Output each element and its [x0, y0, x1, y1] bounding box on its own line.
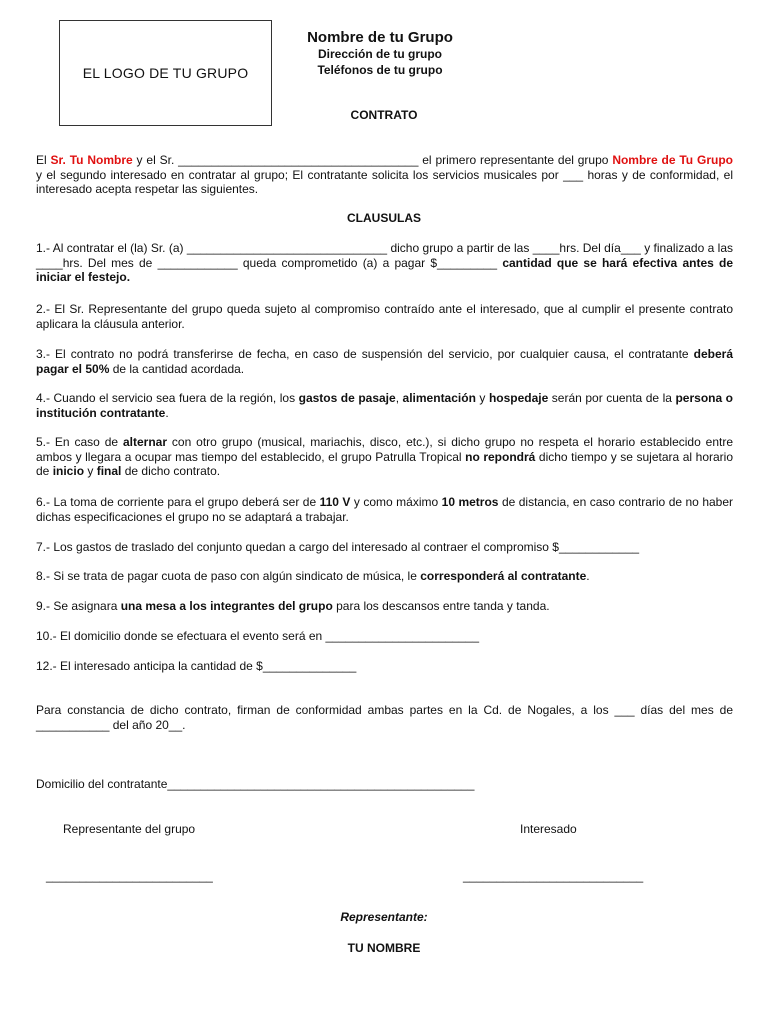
clause-6: 6.- La toma de corriente para el grupo deberá ser de 110 V y como máximo 10 metros de distancia, en caso contrario de no haber dichas especificaciones el grupo no se adaptará a trabajar.: [36, 495, 734, 524]
interested-signature-line: ___________________________: [463, 869, 644, 883]
clause-4: 4.- Cuando el servicio sea fuera de la región, los gastos de pasaje, alimentación y hospedaje serán por cuenta de la persona o institución contratante.: [36, 391, 733, 420]
domicile-line: Domicilio del contratante______________________________________________: [36, 777, 475, 791]
intro-paragraph: El Sr. Tu Nombre y el Sr. ____________________________________ el primero representante del grupo Nombre de Tu Grupo y el segundo interesado en contratar al grupo; El contratante solicita los servicios musicales por ___ horas y de conformidad, el interesado acepta respetar las siguientes.: [36, 153, 733, 196]
contract-title: CONTRATO: [350, 108, 418, 122]
interested-signature-label: Interesado: [520, 822, 577, 836]
clause-8: 8.- Si se trata de pagar cuota de paso con algún sindicato de música, le corresponderá al contratante.: [36, 569, 590, 583]
representative-label: Representante:: [340, 910, 428, 924]
clause-7: 7.- Los gastos de traslado del conjunto quedan a cargo del interesado al contraer el compromiso $____________: [36, 540, 640, 554]
clause-12: 12.- El interesado anticipa la cantidad de $______________: [36, 659, 357, 673]
clause-10: 10.- El domicilio donde se efectuara el evento será en _______________________: [36, 629, 480, 643]
representative-name: Sr. Tu Nombre: [50, 153, 133, 167]
closing-paragraph: Para constancia de dicho contrato, firman de conformidad ambas partes en la Cd. de Nogales, a los ___ días del mes de ___________ del año 20__.: [36, 703, 733, 732]
clause-1: 1.- Al contratar el (la) Sr. (a) ______________________________ dicho grupo a partir de las ____hrs. Del día___ y finalizado a las ____hrs. Del mes de ____________ queda comprometido (a) a pagar $_________ cantidad que se hará efectiva antes de iniciar el festejo.: [36, 241, 734, 284]
representative-signature-label: Representante del grupo: [63, 822, 196, 836]
group-phones: Teléfonos de tu grupo: [317, 63, 443, 77]
clause-9: 9.- Se asignara una mesa a los integrantes del grupo para los descansos entre tanda y tanda.: [36, 599, 550, 613]
group-address: Dirección de tu grupo: [317, 47, 442, 61]
group-name-heading: Nombre de tu Grupo: [307, 29, 453, 46]
clause-2: 2.- El Sr. Representante del grupo queda sujeto al compromiso contraído ante el interesado, que al cumplir el presente contrato aplicara la cláusula anterior.: [36, 302, 733, 331]
clause-3: 3.- El contrato no podrá transferirse de fecha, en caso de suspensión del servicio, por cualquier causa, el contratante deberá pagar el 50% de la cantidad acordada.: [36, 347, 733, 376]
logo-text: EL LOGO DE TU GRUPO: [82, 65, 249, 81]
representative-name-footer: TU NOMBRE: [347, 941, 421, 955]
clauses-title: CLAUSULAS: [347, 211, 421, 225]
clause-5: 5.- En caso de alternar con otro grupo (musical, mariachis, disco, etc.), si dicho grupo no respeta el horario establecido entre ambos y llegara a ocupar mas tiempo del establecido, el grupo Patrulla Tropical no repondrá dicho tiempo y se sujetara al horario de inicio y final de dicho contrato.: [36, 435, 734, 478]
representative-signature-line: _________________________: [46, 869, 213, 883]
group-name-inline: Nombre de Tu Grupo: [612, 153, 733, 167]
